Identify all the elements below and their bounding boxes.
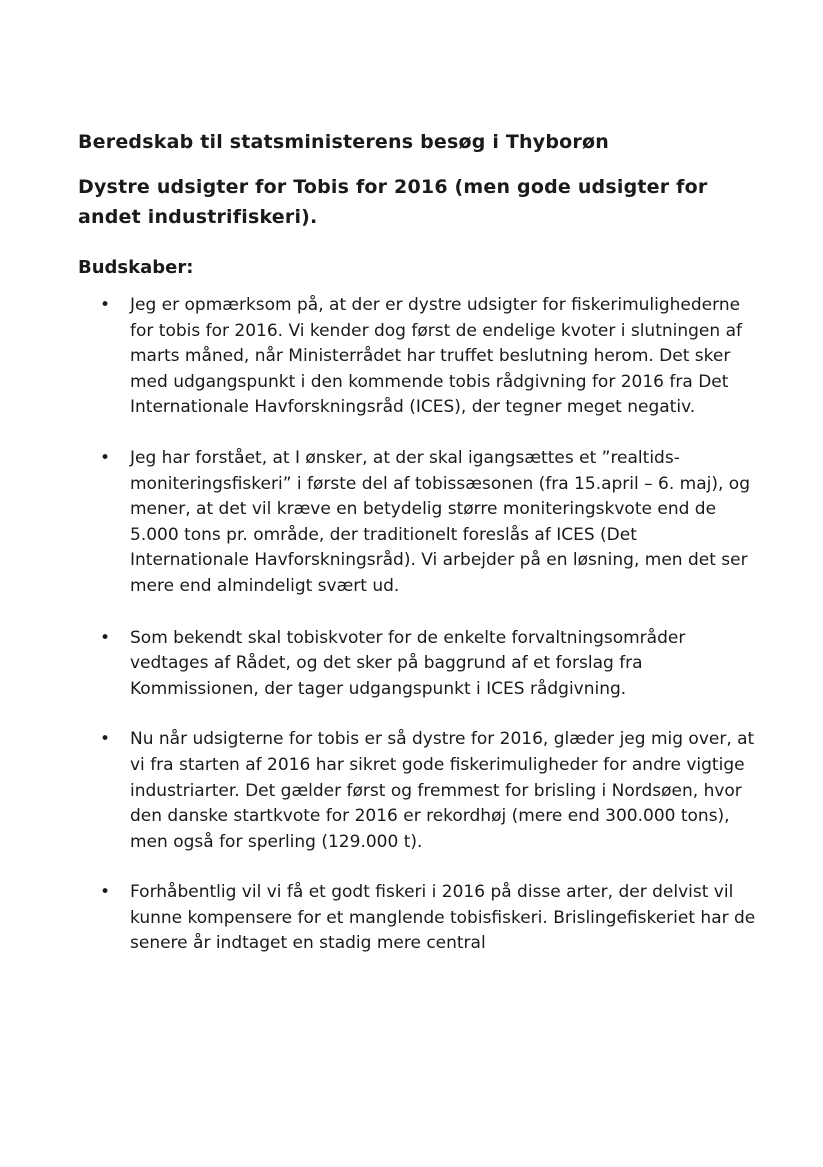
bullet-text: Som bekendt skal tobiskvoter for de enkelte forvaltningsområder vedtages af Rådet, og det sker på baggrund af et forslag fra Kommissionen, der tager udgangspunkt i ICES rådgivning. [130, 627, 686, 699]
document-subtitle: Dystre udsigter for Tobis for 2016 (men gode udsigter for andet industrifiskeri). [78, 176, 708, 228]
bullet-dot-icon: • [100, 627, 111, 648]
section-label: Budskaber: [78, 257, 194, 278]
bullet-list [100, 293, 760, 982]
bullet-item [100, 293, 760, 421]
bullet-text: Nu når udsigterne for tobis er så dystre for 2016, glæder jeg mig over, at vi fra starten af 2016 har sikret gode fiskerimuligheder for andre vigtige industriarter. Det gælder først og fremmest for brisling i Nordsøen, hvor den danske startkvote for 2016 er rekordhøj (mere end 300.000 tons), men også for sperling (129.000 t). [130, 729, 755, 852]
bullet-dot-icon: • [100, 882, 111, 903]
bullet-item [100, 727, 760, 855]
bullet-item [100, 880, 760, 957]
bullet-dot-icon: • [100, 447, 111, 468]
bullet-text: Jeg er opmærksom på, at der er dystre udsigter for fiskerimulighederne for tobis for 2016. Vi kender dog først de endelige kvoter i slutningen af marts måned, når Ministerrådet har truffet beslutning herom. Det sker med udgangspunkt i den kommende tobis rådgivning for 2016 fra Det Internationale Havforskningsråd (ICES), der tegner meget negativ. [130, 295, 742, 418]
bullet-item [100, 446, 760, 600]
bullet-text: Jeg har forstået, at I ønsker, at der skal igangsættes et ”realtids-moniteringsfiskeri” i første del af tobissæsonen (fra 15.april – 6. maj), og mener, at det vil kræve en betydelig større moniteringskvote end de 5.000 tons pr. område, der traditionelt foreslås af ICES (Det Internationale Havforskningsråd). Vi arbejder på en løsning, men det ser mere end almindeligt svært ud. [130, 447, 751, 596]
bullet-dot-icon: • [100, 729, 111, 750]
bullet-item [100, 626, 760, 703]
bullet-dot-icon: • [100, 295, 111, 315]
bullet-text: Forhåbentlig vil vi få et godt fiskeri i 2016 på disse arter, der delvist vil kunne kompensere for et manglende tobisfiskeri. Brislingefiskeriet har de senere år indtaget en stadig mere central [130, 882, 756, 954]
document-title: Beredskab til statsministerens besøg i Thyborøn [78, 131, 609, 153]
